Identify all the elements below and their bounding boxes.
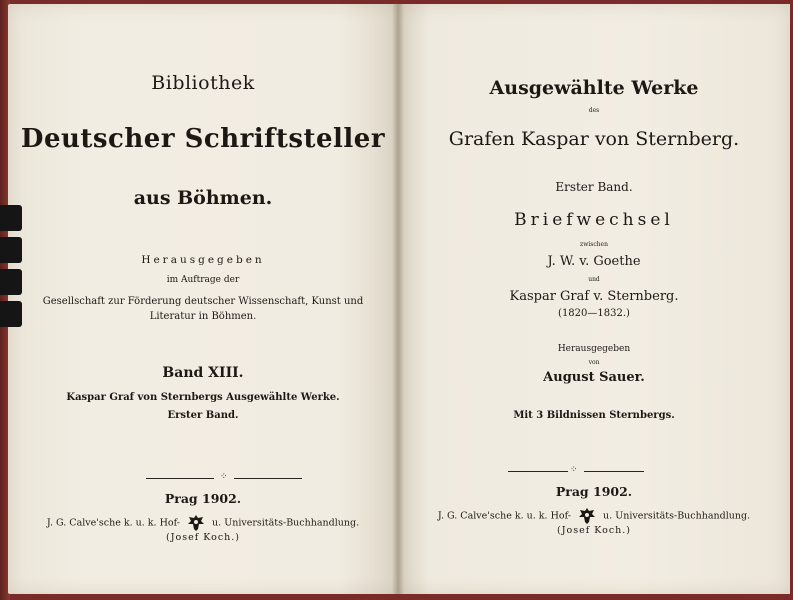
right-page bbox=[398, 4, 790, 594]
ornament-rule-left bbox=[508, 471, 568, 472]
correspondent-1: J. W. v. Goethe bbox=[547, 254, 641, 269]
volume-label: Erster Band. bbox=[555, 180, 633, 194]
publisher-line bbox=[8, 513, 398, 533]
publisher-owner: (Josef Koch.) bbox=[166, 532, 240, 543]
volume-number: Band XIII. bbox=[162, 365, 244, 381]
des-label: des bbox=[588, 107, 600, 114]
book-gutter bbox=[392, 4, 404, 594]
imperial-eagle-icon bbox=[577, 506, 597, 526]
ornament-rule-right bbox=[584, 471, 644, 472]
marker-tab bbox=[0, 269, 22, 295]
marker-tab bbox=[0, 237, 22, 263]
marker-tab bbox=[0, 205, 22, 231]
place-year: Prag 1902. bbox=[555, 484, 633, 499]
ornament-rule-right bbox=[234, 478, 302, 479]
correspondent-2: Kaspar Graf v. Sternberg. bbox=[509, 289, 679, 304]
edited-by-label: Herausgegeben bbox=[557, 344, 631, 354]
on-behalf-label: im Auftrage der bbox=[166, 275, 240, 285]
society-line-1: Gesellschaft zur Förderung deutscher Wissenschaft, Kunst und bbox=[42, 296, 364, 307]
years-range: (1820—1832.) bbox=[558, 308, 630, 319]
society-line-2: Literatur in Böhmen. bbox=[149, 311, 257, 322]
zwischen-label: zwischen bbox=[580, 241, 608, 248]
edited-by-label: Herausgegeben bbox=[141, 254, 265, 266]
publisher-name-a: J. G. Calve'sche k. u. k. Hof- bbox=[46, 517, 180, 529]
publisher-name-b: u. Universitäts-Buchhandlung. bbox=[603, 510, 751, 522]
ornament-glyph: ⁘ bbox=[570, 465, 578, 475]
ornament-glyph: ⁘ bbox=[220, 472, 228, 482]
marker-tab bbox=[0, 301, 22, 327]
subtitle: Briefwechsel bbox=[514, 210, 674, 230]
publisher-line bbox=[398, 506, 790, 526]
place-year: Prag 1902. bbox=[164, 491, 242, 506]
series-title-line-1: Bibliothek bbox=[151, 72, 255, 94]
book-title: Ausgewählte Werke bbox=[489, 77, 699, 99]
series-title-line-2: Deutscher Schriftsteller bbox=[20, 124, 386, 154]
portraits-note: Mit 3 Bildnissen Sternbergs. bbox=[513, 410, 675, 421]
und-label: und bbox=[588, 276, 600, 283]
editor-name: August Sauer. bbox=[543, 370, 645, 385]
publisher-name-a: J. G. Calve'sche k. u. k. Hof- bbox=[437, 510, 571, 522]
ornament-rule-left bbox=[146, 478, 214, 479]
work-volume: Erster Band. bbox=[167, 410, 239, 421]
imperial-eagle-icon bbox=[186, 513, 206, 533]
series-title-line-3: aus Böhmen. bbox=[133, 187, 273, 209]
von-label: von bbox=[588, 359, 600, 366]
left-page bbox=[8, 4, 398, 594]
author-name: Grafen Kaspar von Sternberg. bbox=[448, 128, 740, 150]
page-marker-tabs bbox=[0, 205, 24, 333]
publisher-owner: (Josef Koch.) bbox=[557, 525, 631, 536]
publisher-name-b: u. Universitäts-Buchhandlung. bbox=[212, 517, 360, 529]
work-title: Kaspar Graf von Sternbergs Ausgewählte Werke. bbox=[66, 392, 340, 403]
